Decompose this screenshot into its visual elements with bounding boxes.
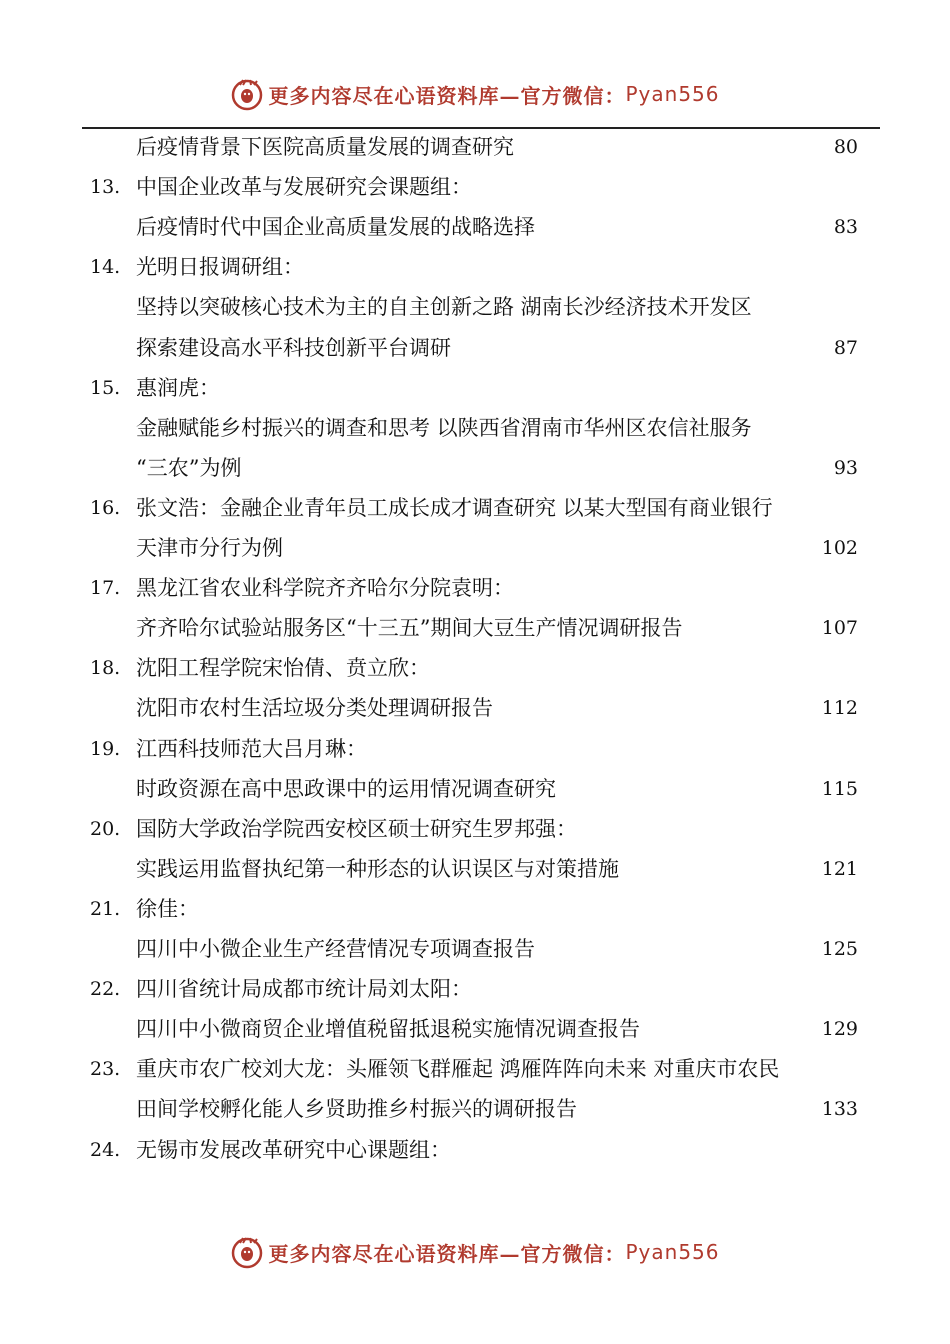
entry-number: 16. [90, 496, 121, 519]
toc-entry [0, 774, 950, 804]
entry-page-number: 93 [833, 456, 858, 479]
entry-page-number: 87 [833, 336, 858, 359]
entry-title: 金融赋能乡村振兴的调查和思考 以陕西省渭南市华州区农信社服务 [136, 415, 752, 440]
toc-entry [0, 934, 950, 964]
entry-title: 徐佳： [136, 896, 199, 921]
banner-text: 更多内容尽在心语资料库—官方微信： [268, 1241, 626, 1266]
toc-entry [0, 1094, 950, 1124]
entry-page-number: 129 [821, 1018, 858, 1041]
banner-wechat: Pyan556 [625, 82, 720, 106]
entry-number: 17. [90, 577, 121, 600]
entry-page-number: 125 [821, 938, 858, 960]
entry-page-number: 83 [833, 216, 858, 239]
entry-number: 18. [90, 657, 121, 680]
entry-title: 沈阳市农村生活垃圾分类处理调研报告 [136, 696, 493, 721]
toc-entry [0, 814, 950, 844]
entry-title: 黑龙江省农业科学院齐齐哈尔分院袁明： [136, 576, 514, 601]
toc-entry [0, 613, 950, 643]
header-rule [82, 127, 880, 129]
entry-number: 19. [90, 737, 121, 760]
entry-number: 14. [90, 256, 121, 279]
toc-entry [0, 252, 950, 282]
toc-entry [0, 413, 950, 443]
banner-wechat: Pyan556 [625, 1240, 720, 1264]
toc-entry [0, 1135, 950, 1165]
entry-page-number: 115 [821, 777, 858, 800]
entry-number: 23. [90, 1058, 121, 1081]
entry-title: 沈阳工程学院宋怡倩、贲立欣： [136, 656, 430, 681]
entry-number: 20. [90, 817, 121, 840]
entry-title: 四川中小微商贸企业增值税留抵退税实施情况调查报告 [136, 1017, 640, 1042]
toc-entry [0, 373, 950, 403]
entry-title: 张文浩：金融企业青年员工成长成才调查研究 以某大型国有商业银行 [136, 495, 773, 520]
reindeer-logo-icon [230, 1235, 264, 1269]
toc-entry [0, 453, 950, 483]
entry-title: 中国企业改革与发展研究会课题组： [136, 175, 472, 200]
entry-title: 四川中小微企业生产经营情况专项调查报告 [136, 937, 535, 961]
entry-title: 田间学校孵化能人乡贤助推乡村振兴的调研报告 [136, 1097, 577, 1122]
toc-entry [0, 653, 950, 683]
entry-page-number: 112 [821, 697, 858, 720]
entry-number: 21. [90, 897, 121, 920]
entry-number: 13. [90, 176, 121, 199]
toc-entry [0, 333, 950, 363]
toc-entry [0, 493, 950, 523]
entry-title: 实践运用监督执纪第一种形态的认识误区与对策措施 [136, 856, 619, 881]
entry-page-number: 102 [821, 537, 858, 559]
toc-entry [0, 693, 950, 723]
entry-title: 国防大学政治学院西安校区硕士研究生罗邦强： [136, 816, 577, 841]
entry-title: 四川省统计局成都市统计局刘太阳： [136, 977, 472, 1002]
entry-number: 15. [90, 376, 121, 399]
entry-title: 重庆市农广校刘大龙：头雁领飞群雁起 鸿雁阵阵向未来 对重庆市农民 [136, 1057, 780, 1082]
toc-entry [0, 1014, 950, 1044]
toc-entry [0, 854, 950, 884]
banner-text: 更多内容尽在心语资料库—官方微信： [268, 83, 626, 108]
entry-title: 无锡市发展改革研究中心课题组： [136, 1137, 451, 1162]
entry-title: 后疫情时代中国企业高质量发展的战略选择 [136, 215, 535, 240]
toc-entry [0, 132, 950, 162]
entry-page-number: 80 [833, 136, 858, 158]
entry-number: 24. [90, 1138, 121, 1161]
toc-entry [0, 292, 950, 322]
entry-page-number: 133 [821, 1098, 858, 1121]
toc-entry [0, 894, 950, 924]
toc-entry [0, 734, 950, 764]
reindeer-logo-icon [230, 77, 264, 111]
entry-title: 时政资源在高中思政课中的运用情况调查研究 [136, 776, 556, 801]
toc-entry [0, 974, 950, 1004]
toc-entry [0, 212, 950, 242]
entry-title: “三农”为例 [136, 455, 242, 480]
entry-title: 光明日报调研组： [136, 255, 304, 280]
entry-number: 22. [90, 978, 121, 1001]
toc-entry [0, 1054, 950, 1084]
toc-entry [0, 172, 950, 202]
header-banner [0, 74, 950, 114]
toc-entry [0, 533, 950, 563]
entry-page-number: 107 [821, 617, 858, 640]
entry-title: 天津市分行为例 [136, 536, 283, 560]
entry-title: 江西科技师范大吕月琳： [136, 736, 367, 761]
entry-page-number: 121 [821, 857, 858, 880]
entry-title: 齐齐哈尔试验站服务区“十三五”期间大豆生产情况调研报告 [136, 616, 683, 641]
entry-title: 坚持以突破核心技术为主的自主创新之路 湖南长沙经济技术开发区 [136, 295, 752, 320]
entry-title: 惠润虎： [136, 375, 220, 400]
footer-banner [0, 1232, 950, 1272]
entry-title: 后疫情背景下医院高质量发展的调查研究 [136, 135, 514, 159]
toc-entry [0, 573, 950, 603]
entry-title: 探索建设高水平科技创新平台调研 [136, 335, 451, 360]
